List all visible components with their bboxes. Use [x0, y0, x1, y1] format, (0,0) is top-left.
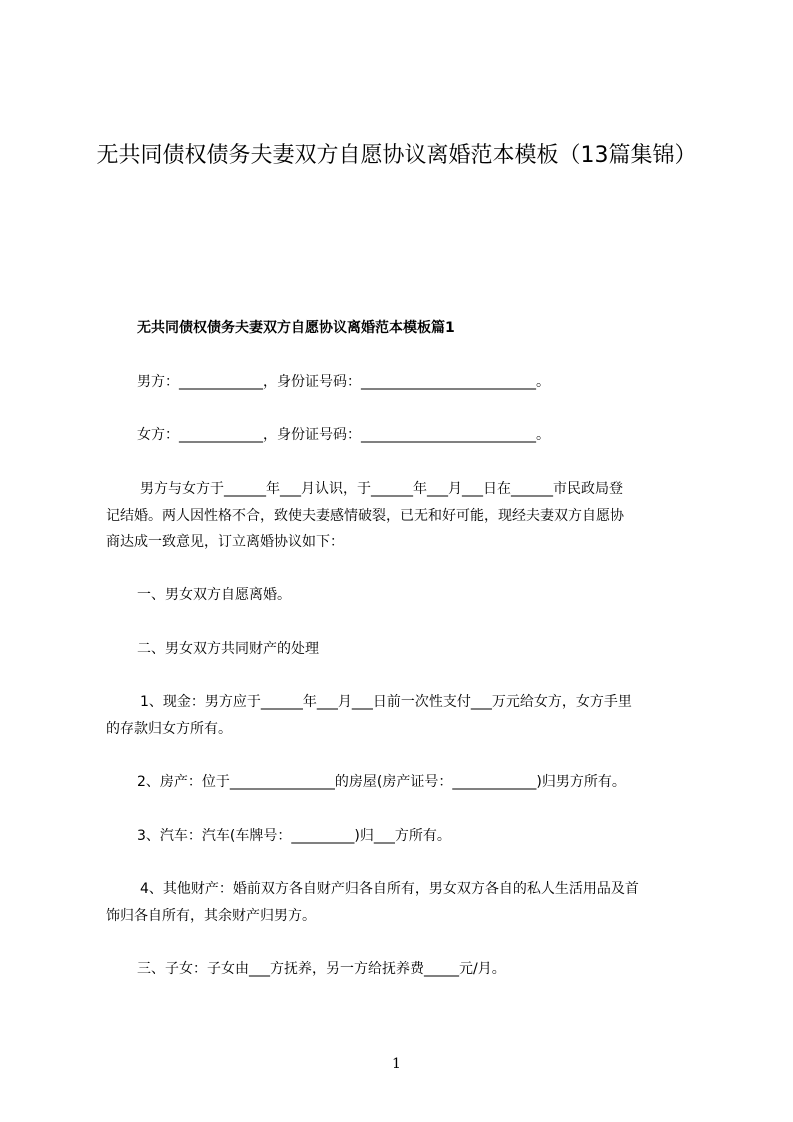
item-4-line: 饰归各自所有，其余财产归男方。: [106, 908, 316, 924]
intro-paragraph-line: 商达成一致意见，订立离婚协议如下：: [106, 534, 344, 550]
male-party-line: 男方：____________，身份证号码：_________________________。: [137, 374, 550, 390]
clause-3: 三、子女：子女由___方抚养，另一方给抚养费_____元/月。: [137, 961, 506, 977]
item-4-line: 4、其他财产：婚前双方各自财产归各自所有，男女双方各自的私人生活用品及首: [140, 881, 639, 897]
clause-1: 一、男女双方自愿离婚。: [137, 587, 291, 603]
document-title: 无共同债权债务夫妻双方自愿协议离婚范本模板（13篇集锦）: [96, 143, 697, 168]
female-party-line: 女方：____________，身份证号码：_________________________。: [137, 427, 550, 443]
page-number: 1: [392, 1056, 401, 1072]
item-1-line: 的存款归女方所有。: [106, 721, 232, 737]
intro-paragraph-line: 记结婚。两人因性格不合，致使夫妻感情破裂，已无和好可能，现经夫妻双方自愿协: [106, 508, 624, 524]
intro-paragraph-line: 男方与女方于______年___月认识，于______年___月___日在______市民政局登: [140, 481, 623, 497]
item-1-line: 1、现金：男方应于______年___月___日前一次性支付___万元给女方，女方手里: [140, 694, 632, 710]
section-heading: 无共同债权债务夫妻双方自愿协议离婚范本模板篇1: [137, 320, 455, 336]
item-3: 3、汽车：汽车(车牌号：_________)归___方所有。: [137, 828, 451, 844]
item-2: 2、房产：位于_______________的房屋(房产证号：____________)归男方所有。: [137, 774, 626, 790]
clause-2: 二、男女双方共同财产的处理: [137, 641, 319, 657]
